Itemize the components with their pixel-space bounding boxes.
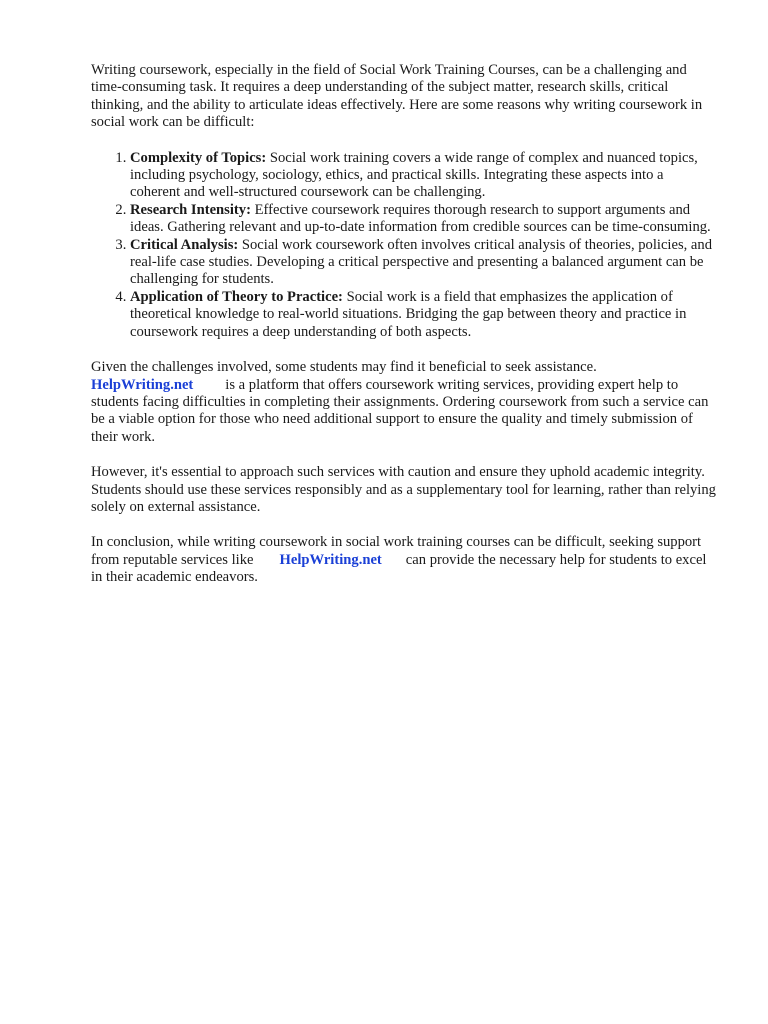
helpwriting-link[interactable]: HelpWriting.net: [91, 376, 194, 393]
reason-text: Effective coursework requires thorough research to support arguments and ideas. Gathering relevant and up-to-date information from credible sources can be time-consuming.: [130, 201, 711, 236]
list-item: [130, 289, 717, 341]
reason-text: Social work coursework often involves critical analysis of theories, policies, and real-life case studies. Developing a critical perspective and presenting a balanced argument can be challenging for students.: [130, 236, 713, 288]
intro-paragraph: Writing coursework, especially in the field of Social Work Training Courses, can be a challenging and time-consuming task. It requires a deep understanding of the subject matter, research skills, critical thinking, and the ability to articulate ideas effectively. Here are some reasons why writing coursework in social work can be difficult:: [91, 62, 703, 131]
document-page: [91, 62, 717, 605]
assistance-paragraph: [91, 359, 717, 446]
assistance-rest: is a platform that offers coursework writing services, providing expert help to students facing difficulties in completing their assignments. Ordering coursework from such a service can be a viable option for those who need additional support to ensure the quality and timely submission of their work.: [91, 376, 709, 445]
conclusion-rest: can provide the necessary help for students to excel in their academic endeavors.: [91, 551, 707, 586]
list-item: [130, 202, 717, 237]
reason-term: Complexity of Topics:: [130, 149, 267, 166]
reason-text: Social work is a field that emphasizes the application of theoretical knowledge to real-world situations. Bridging the gap between theory and practice in coursework requires a deep understanding of both aspects.: [130, 288, 687, 340]
conclusion-paragraph: [91, 534, 717, 586]
caution-paragraph: However, it's essential to approach such services with caution and ensure they uphold academic integrity. Students should use these services responsibly and as a supplementary tool for learning, rather than relying solely on external assistance.: [91, 464, 716, 515]
list-item: [130, 150, 717, 202]
reason-text: Social work training covers a wide range of complex and nuanced topics, including psychology, sociology, ethics, and practical skills. Integrating these aspects into a coherent and well-structured coursework can be challenging.: [130, 149, 698, 201]
reason-term: Research Intensity:: [130, 201, 251, 218]
reason-term: Application of Theory to Practice:: [130, 288, 343, 305]
assistance-lead: Given the challenges involved, some students may find it beneficial to seek assistance.: [91, 359, 597, 376]
helpwriting-link[interactable]: HelpWriting.net: [279, 551, 382, 568]
reason-term: Critical Analysis:: [130, 236, 239, 253]
list-item: [130, 237, 717, 289]
conclusion-lead: In conclusion, while writing coursework in social work training courses can be difficult, seeking support from reputable services like: [91, 534, 702, 568]
reasons-list: [91, 150, 717, 341]
